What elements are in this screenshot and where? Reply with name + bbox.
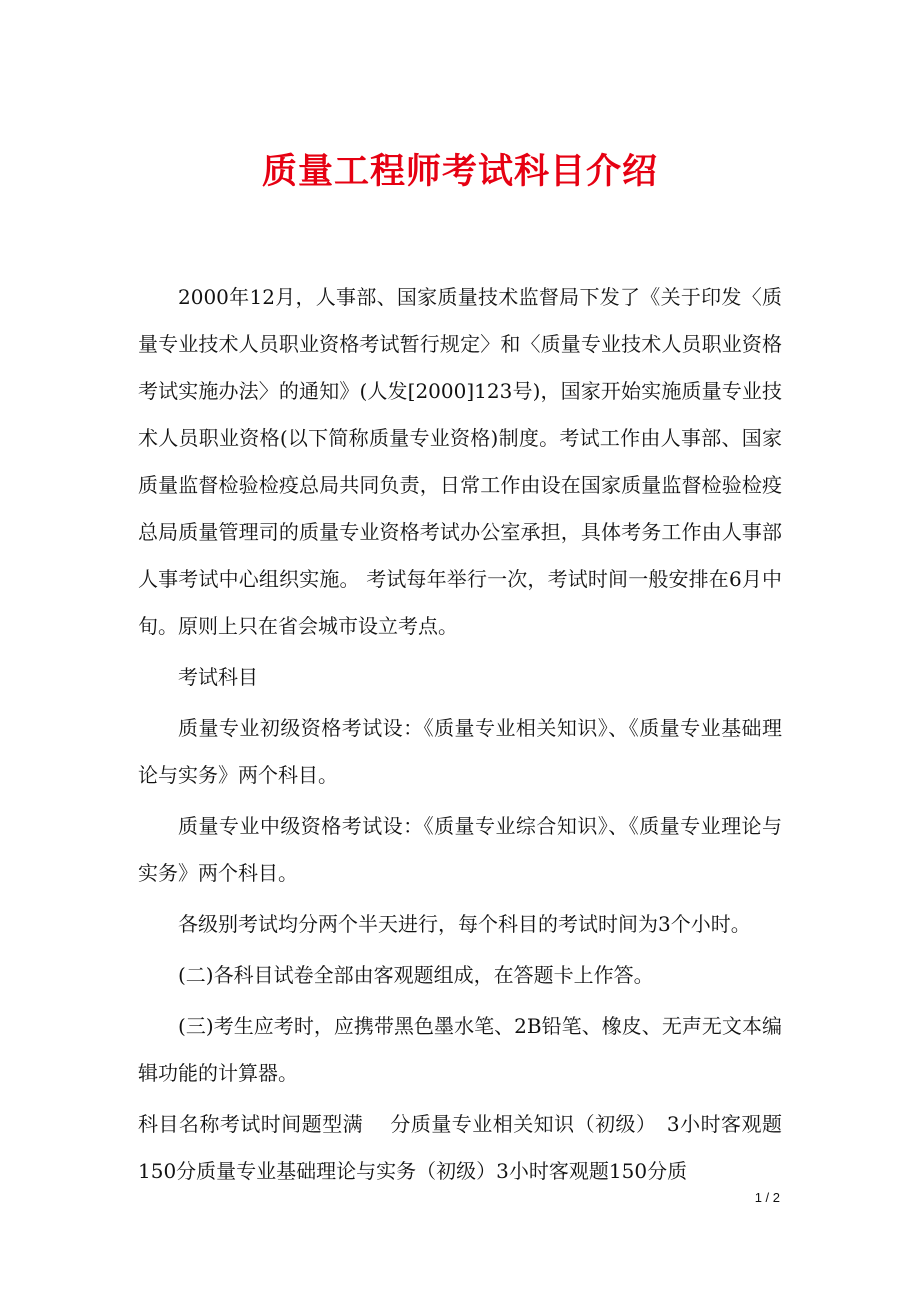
exam-duration-paragraph: 各级别考试均分两个半天进行，每个科目的考试时间为3个小时。	[178, 912, 751, 936]
intermediate-level-paragraph: 质量专业中级资格考试设：《质量专业综合知识》、《质量专业理论与实务》两个科目。	[138, 814, 782, 885]
section-heading-subjects: 考试科目	[178, 665, 258, 689]
subject-table-text: 科目名称考试时间题型满 分质量专业相关知识（初级） 3小时客观题150分质量专业基础理论与实务（初级）3小时客观题150分质	[138, 1112, 782, 1183]
objective-questions-paragraph: (二)各科目试卷全部由客观题组成，在答题卡上作答。	[178, 963, 654, 987]
intro-paragraph: 2000年12月，人事部、国家质量技术监督局下发了《关于印发〈质量专业技术人员职业资格考试暂行规定〉和〈质量专业技术人员职业资格考试实施办法〉的通知》(人发[2000]123号)，国家开始实施质量专业技术人员职业资格(以下简称质量专业资格)制度。考试工作由人事部、国家质量监督检验检疫总局共同负责，日常工作由设在国家质量监督检验检疫总局质量管理司的质量专业资格考试办公室承担，具体考务工作由人事部人事考试中心组织实施。 考试每年举行一次，考试时间一般安排在6月中旬。原则上只在省会城市设立考点。	[138, 285, 782, 638]
document-title: 质量工程师考试科目介绍	[261, 151, 658, 192]
page-number: 1 / 2	[754, 1190, 780, 1205]
exam-supplies-paragraph: (三)考生应考时，应携带黑色墨水笔、2B铅笔、橡皮、无声无文本编辑功能的计算器。	[138, 1014, 782, 1085]
junior-level-paragraph: 质量专业初级资格考试设：《质量专业相关知识》、《质量专业基础理论与实务》两个科目。	[138, 716, 782, 787]
document-body	[138, 274, 782, 1199]
